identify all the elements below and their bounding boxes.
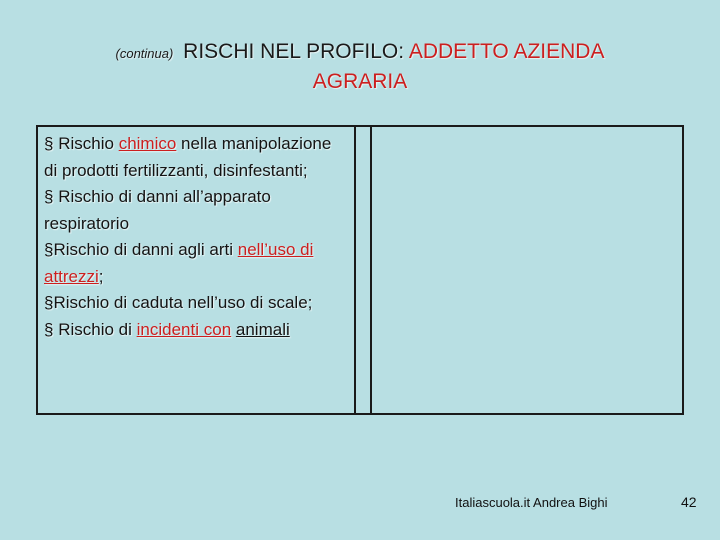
column-divider-left	[354, 127, 356, 413]
list-item: §Rischio di danni agli arti nell’uso di attrezzi;	[44, 240, 314, 286]
column-divider-right	[370, 127, 372, 413]
list-item: § Rischio chimico nella manipolazione di prodotti fertilizzanti, disinfestanti;	[44, 134, 332, 180]
list-item: § Rischio di danni all’apparato respiratorio	[44, 187, 271, 233]
bullet-icon: §	[44, 319, 54, 339]
footer-credit: Italiascuola.it Andrea Bighi	[455, 495, 608, 510]
title-continued-tag: (continua)	[115, 46, 174, 61]
slide-title	[0, 38, 720, 96]
bullet-icon: §	[44, 240, 54, 259]
title-colon: :	[398, 40, 405, 63]
list-item: §Rischio di caduta nell’uso di scale;	[44, 293, 313, 312]
title-profile-line2: AGRARIA	[312, 70, 408, 93]
bullet-icon: §	[44, 293, 54, 312]
title-profile-line1: ADDETTO AZIENDA	[408, 40, 605, 63]
title-main: RISCHI NEL PROFILO	[183, 40, 399, 63]
list-item: § Rischio di incidenti con animali	[44, 319, 290, 339]
bullet-icon: §	[44, 187, 54, 206]
page-number: 42	[681, 494, 697, 510]
bullet-icon: §	[44, 134, 54, 153]
risk-list	[44, 131, 344, 343]
risk-table	[36, 125, 684, 415]
